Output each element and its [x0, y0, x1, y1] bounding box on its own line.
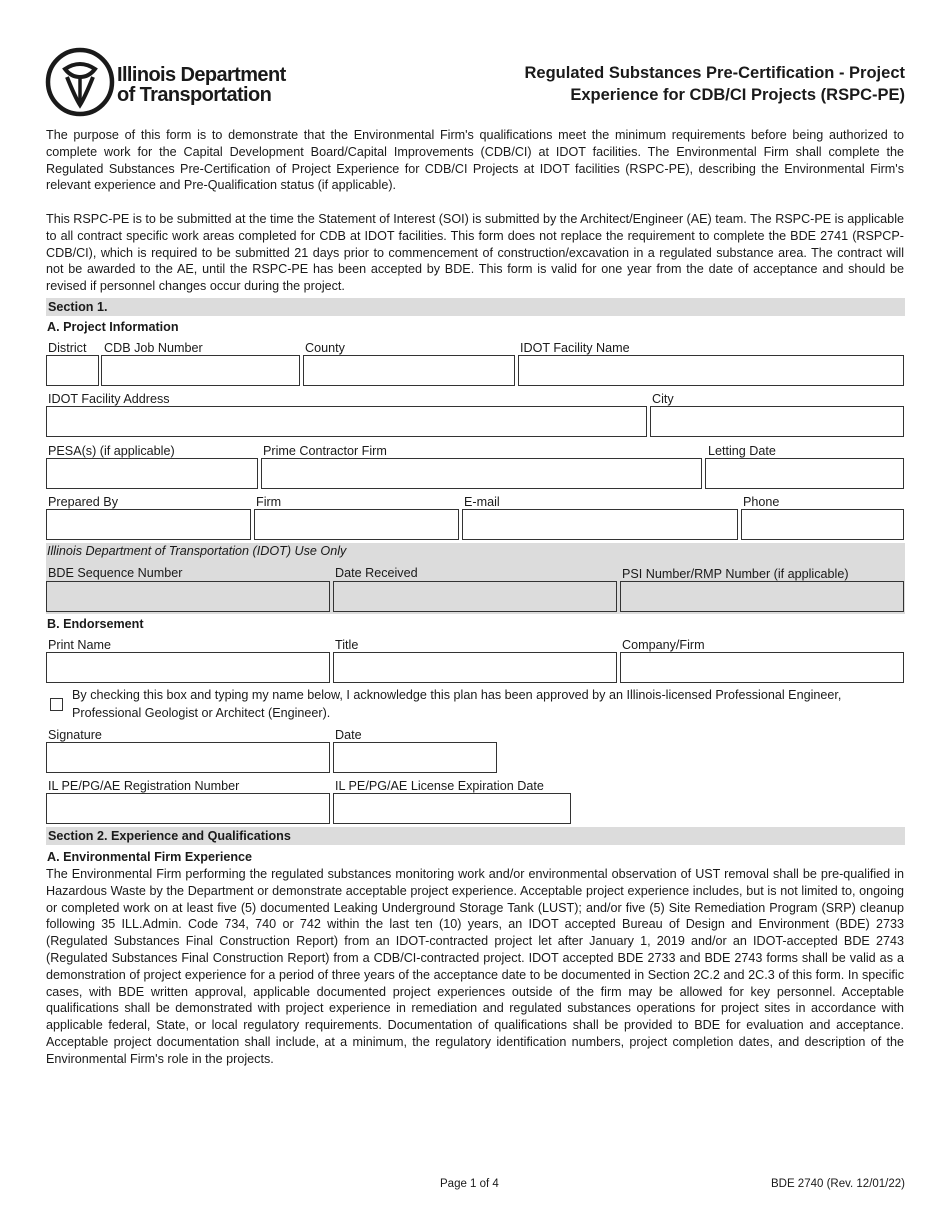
idot-facility-address-field[interactable]: [46, 406, 647, 437]
title-label: Title: [335, 638, 359, 652]
title-field[interactable]: [333, 652, 617, 683]
prepared-by-label: Prepared By: [48, 495, 119, 509]
letting-date-label: Letting Date: [708, 444, 776, 458]
date-received-field: [333, 581, 617, 612]
environmental-firm-experience-paragraph: The Environmental Firm performing the regulated substances monitoring work and/or environmental observation of UST removal shall be pre-qualified in Hazardous Waste by the Department or demonstrate acceptable project experience. Acceptable project experience includes, but is not limited to, ongoing or completed work on at least five (5) documented Leaking Underground Storage Tank (LUST); and/or five (5) Site Remediation Program (SRP) cleanup following 35 ILL.Admin. Code 734, 740 or 742 within the last ten (10) years, an IDOT accepted Bureau of Design and Environment (BDE) 2733 (Regulated Substances Final Construction Report) from an IDOT-contracted project let after January 1, 2019 and/or an IDOT-accepted BDE 2743 (Regulated Substances Final Construction Report) from a CDB/CI-contracted project. IDOT accepted BDE 2733 and BDE 2743 forms shall be valid as a demonstration of project experience for a period of three years of the acceptance date to be documented in Section 2C.2 and 2C.3 of this form. In specific cases, with BDE written approval, applicable documented project experiences outside of the firm may be allowed for key personnel. Acceptable qualifications shall be demonstrated with project experience in remediation and regulated substances operations for project sites in accordance with applicable federal, State, or local regulatory requirements. Documentation of qualifications shall be provided to BDE for evaluation and acceptance. Acceptable project documentation shall include, at a minimum, the regulatory identification numbers, project completion dates, and description of the Environmental Firm's role in the projects.: [46, 867, 904, 1066]
section-2-header: [46, 827, 905, 845]
engineer-approval-text: By checking this box and typing my name below, I acknowledge this plan has been approved by an Illinois-licensed Professional Engineer, Professional Geologist or Architect (Engineer).: [72, 688, 842, 720]
phone-field[interactable]: [741, 509, 904, 540]
section-1-header: [46, 298, 905, 316]
prime-contractor-firm-label: Prime Contractor Firm: [263, 444, 387, 458]
cdb-job-number-field[interactable]: [101, 355, 300, 386]
company-firm-label: Company/Firm: [622, 638, 705, 652]
document-title: [385, 62, 905, 106]
city-field[interactable]: [650, 406, 904, 437]
company-firm-field[interactable]: [620, 652, 904, 683]
print-name-label: Print Name: [48, 638, 111, 652]
idot-logo: [45, 47, 300, 119]
psi-rmp-number-field: [620, 581, 904, 612]
document-title-line2: Experience for CDB/CI Projects (RSPC-PE): [570, 86, 905, 104]
date-received-label: Date Received: [335, 566, 418, 580]
firm-field[interactable]: [254, 509, 459, 540]
section-1-title: Section 1.: [48, 300, 108, 314]
signature-label: Signature: [48, 728, 102, 742]
prime-contractor-firm-field[interactable]: [261, 458, 702, 489]
cdb-job-number-label: CDB Job Number: [104, 341, 203, 355]
email-field[interactable]: [462, 509, 738, 540]
county-field[interactable]: [303, 355, 515, 386]
idot-logo-icon: [45, 47, 115, 117]
page-number: Page 1 of 4: [440, 1178, 499, 1190]
idot-facility-name-label: IDOT Facility Name: [520, 341, 630, 355]
intro-paragraph-1: The purpose of this form is to demonstrate that the Environmental Firm's qualifications meet the minimum requirements before being authorized to complete work for the Capital Development Board/Capital Improvements (CDB/CI) at IDOT facilities. The Environmental Firm shall complete the Regulated Substances Pre-Certification of Project Experience for CDB/CI Projects at IDOT facilities (RSPC-PE), describing the Environmental Firm's relevant experience and Pre-Qualification status (if applicable).: [46, 128, 904, 193]
print-name-field[interactable]: [46, 652, 330, 683]
form-number: BDE 2740 (Rev. 12/01/22): [770, 1178, 905, 1190]
section-2-title: Section 2. Experience and Qualifications: [48, 829, 291, 843]
engineer-approval-checkbox[interactable]: [50, 698, 63, 711]
environmental-firm-experience-heading: A. Environmental Firm Experience: [47, 850, 253, 864]
district-field[interactable]: [46, 355, 99, 386]
project-info-heading: A. Project Information: [47, 320, 179, 334]
idot-use-only-heading: Illinois Department of Transportation (IDOT) Use Only: [47, 544, 347, 558]
district-label: District: [48, 341, 87, 355]
letting-date-field[interactable]: [705, 458, 904, 489]
idot-facility-address-label: IDOT Facility Address: [48, 392, 170, 406]
idot-facility-name-field[interactable]: [518, 355, 904, 386]
firm-label: Firm: [256, 495, 282, 509]
pesa-label: PESA(s) (if applicable): [48, 444, 175, 458]
document-title-line1: Regulated Substances Pre-Certification - Project: [524, 64, 905, 82]
city-label: City: [652, 392, 674, 406]
license-expiration-field[interactable]: [333, 793, 571, 824]
phone-label: Phone: [743, 495, 780, 509]
registration-number-field[interactable]: [46, 793, 330, 824]
bde-sequence-number-label: BDE Sequence Number: [48, 566, 183, 580]
date-field[interactable]: [333, 742, 497, 773]
signature-field[interactable]: [46, 742, 330, 773]
pesa-field[interactable]: [46, 458, 258, 489]
logo-text-line1: Illinois Department: [117, 64, 286, 86]
license-expiration-label: IL PE/PG/AE License Expiration Date: [335, 779, 544, 793]
registration-number-label: IL PE/PG/AE Registration Number: [48, 779, 240, 793]
intro-paragraph-2: This RSPC-PE is to be submitted at the time the Statement of Interest (SOI) is submitted by the Architect/Engineer (AE) team. The RSPC-PE is applicable to all contract specific work areas completed for CDB at IDOT facilities. This form does not replace the requirement to complete the BDE 2741 (RSPCP-CDB/CI), which is required to be submitted 21 days prior to commencement of construction/excavation in a regulated substance area. The contract will not be awarded to the AE, until the RSPC-PE has been accepted by BDE. This form is valid for one year from the date of acceptance and should be revised if personnel changes occur during the project.: [46, 212, 904, 294]
email-label: E-mail: [464, 495, 500, 509]
logo-text-line2: of Transportation: [117, 84, 272, 106]
prepared-by-field[interactable]: [46, 509, 251, 540]
psi-rmp-number-label: PSI Number/RMP Number (if applicable): [622, 567, 849, 581]
bde-sequence-number-field: [46, 581, 330, 612]
county-label: County: [305, 341, 345, 355]
date-label: Date: [335, 728, 362, 742]
endorsement-heading: B. Endorsement: [47, 617, 144, 631]
